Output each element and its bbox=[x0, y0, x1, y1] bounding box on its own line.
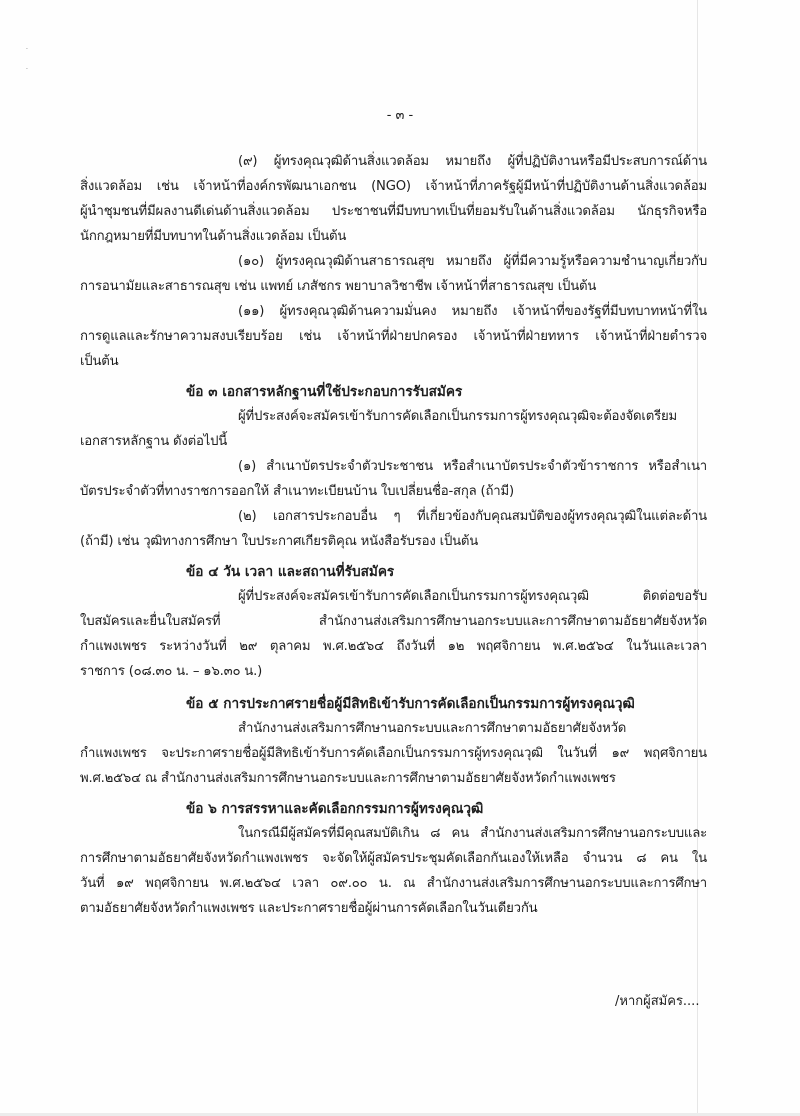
item-10-line: การอนามัยและสาธารณสุข เช่น แพทย์ เภสัชกร พยาบาลวิชาชีพ เจ้าหน้าที่สาธารณสุข เป็นต้น bbox=[80, 279, 597, 294]
section-4-line: กำแพงเพชร ระหว่างวันที่ ๒๙ ตุลาคม พ.ศ.๒๕๖๔ ถึงวันที่ ๑๒ พฤศจิกายน พ.ศ.๒๕๖๔ ในวันและเวลา bbox=[80, 639, 707, 654]
section-5-line: สำนักงานส่งเสริมการศึกษานอกระบบและการศึกษาตามอัธยาศัยจังหวัด bbox=[238, 721, 627, 736]
section-3-heading: ข้อ ๓ เอกสารหลักฐานที่ใช้ประกอบการรับสมัคร bbox=[186, 384, 463, 400]
item-9-line: ผู้นำชุมชนที่มีผลงานดีเด่นด้านสิ่งแวดล้อม ประชาชนที่มีบทบาทเป็นที่ยอมรับในด้านสิ่งแวดล้อม นักธุรกิจหรือ bbox=[80, 204, 707, 219]
section-6-line: ตามอัธยาศัยจังหวัดกำแพงเพชร และประกาศรายชื่อผู้ผ่านการคัดเลือกในวันเดียวกัน bbox=[80, 901, 538, 916]
item-9-line: สิ่งแวดล้อม เช่น เจ้าหน้าที่องค์กรพัฒนาเอกชน (NGO) เจ้าหน้าที่ภาครัฐผู้มีหน้าที่ปฏิบัติงานด้านสิ่งแวดล้อม bbox=[80, 179, 707, 194]
page-number: - ๓ - bbox=[386, 108, 414, 123]
scan-specks: · · bbox=[26, 46, 28, 73]
section-4-heading: ข้อ ๔ วัน เวลา และสถานที่รับสมัคร bbox=[186, 564, 395, 580]
section-3-line: บัตรประจำตัวที่ทางราชการออกให้ สำเนาทะเบียนบ้าน ใบเปลี่ยนชื่อ-สกุล (ถ้ามี) bbox=[80, 484, 514, 499]
section-3-line: (๑) สำเนาบัตรประจำตัวประชาชน หรือสำเนาบัตรประจำตัวข้าราชการ หรือสำเนา bbox=[238, 459, 707, 474]
section-3-line: (๒) เอกสารประกอบอื่น ๆ ที่เกี่ยวข้องกับคุณสมบัติของผู้ทรงคุณวุฒิในแต่ละด้าน bbox=[238, 509, 707, 524]
item-11-line: เป็นต้น bbox=[80, 354, 119, 369]
section-3-line: เอกสารหลักฐาน ดังต่อไปนี้ bbox=[80, 434, 228, 449]
section-3-line: ผู้ที่ประสงค์จะสมัครเข้ารับการคัดเลือกเป็นกรรมการผู้ทรงคุณวุฒิจะต้องจัดเตรียม bbox=[238, 409, 677, 424]
item-9-line: (๙) ผู้ทรงคุณวุฒิด้านสิ่งแวดล้อม หมายถึง ผู้ที่ปฏิบัติงานหรือมีประสบการณ์ด้าน bbox=[238, 154, 707, 169]
section-6-line: ในกรณีมีผู้สมัครที่มีคุณสมบัติเกิน ๘ คน สำนักงานส่งเสริมการศึกษานอกระบบและ bbox=[238, 826, 707, 841]
item-11-line: การดูแลและรักษาความสงบเรียบร้อย เช่น เจ้าหน้าที่ฝ่ายปกครอง เจ้าหน้าที่ฝ่ายทหาร เจ้าหน้าที่ฝ่ายตำรวจ bbox=[80, 329, 707, 344]
section-5-heading: ข้อ ๕ การประกาศรายชื่อผู้มีสิทธิเข้ารับการคัดเลือกเป็นกรรมการผู้ทรงคุณวุฒิ bbox=[186, 696, 635, 712]
section-4-line: ราชการ (๐๘.๓๐ น. – ๑๖.๓๐ น.) bbox=[80, 664, 263, 679]
section-4-line: ผู้ที่ประสงค์จะสมัครเข้ารับการคัดเลือกเป็นกรรมการผู้ทรงคุณวุฒิ ติดต่อขอรับ bbox=[238, 589, 707, 604]
item-10-line: (๑๐) ผู้ทรงคุณวุฒิด้านสาธารณสุข หมายถึง ผู้ที่มีความรู้หรือความชำนาญเกี่ยวกับ bbox=[238, 254, 707, 269]
section-6-heading: ข้อ ๖ การสรรหาและคัดเลือกกรรมการผู้ทรงคุณวุฒิ bbox=[186, 801, 484, 817]
section-6-line: วันที่ ๑๙ พฤศจิกายน พ.ศ.๒๕๖๔ เวลา ๐๙.๐๐ น. ณ สำนักงานส่งเสริมการศึกษานอกระบบและการศึกษา bbox=[80, 876, 707, 891]
section-5-line: พ.ศ.๒๕๖๔ ณ สำนักงานส่งเสริมการศึกษานอกระบบและการศึกษาตามอัธยาศัยจังหวัดกำแพงเพชร bbox=[80, 771, 616, 786]
section-5-line: กำแพงเพชร จะประกาศรายชื่อผู้มีสิทธิเข้ารับการคัดเลือกเป็นกรรมการผู้ทรงคุณวุฒิ ในวันที่ ๑๙ พฤศจิกายน bbox=[80, 746, 707, 761]
item-9-line: นักกฎหมายที่มีบทบาทในด้านสิ่งแวดล้อม เป็นต้น bbox=[80, 229, 347, 244]
section-6-line: การศึกษาตามอัธยาศัยจังหวัดกำแพงเพชร จะจัดให้ผู้สมัครประชุมคัดเลือกกันเองให้เหลือ จำนวน ๘ คน ใน bbox=[80, 851, 707, 866]
section-4-line: ใบสมัครและยื่นใบสมัครที่ สำนักงานส่งเสริมการศึกษานอกระบบและการศึกษาตามอัธยาศัยจังหวัด bbox=[80, 614, 707, 629]
section-3-line: (ถ้ามี) เช่น วุฒิทางการศึกษา ใบประกาศเกียรติคุณ หนังสือรับรอง เป็นต้น bbox=[80, 534, 479, 549]
continuation-note: /หากผู้สมัคร.... bbox=[615, 994, 700, 1009]
item-11-line: (๑๑) ผู้ทรงคุณวุฒิด้านความมั่นคง หมายถึง เจ้าหน้าที่ของรัฐที่มีบทบาทหน้าที่ใน bbox=[238, 304, 707, 319]
